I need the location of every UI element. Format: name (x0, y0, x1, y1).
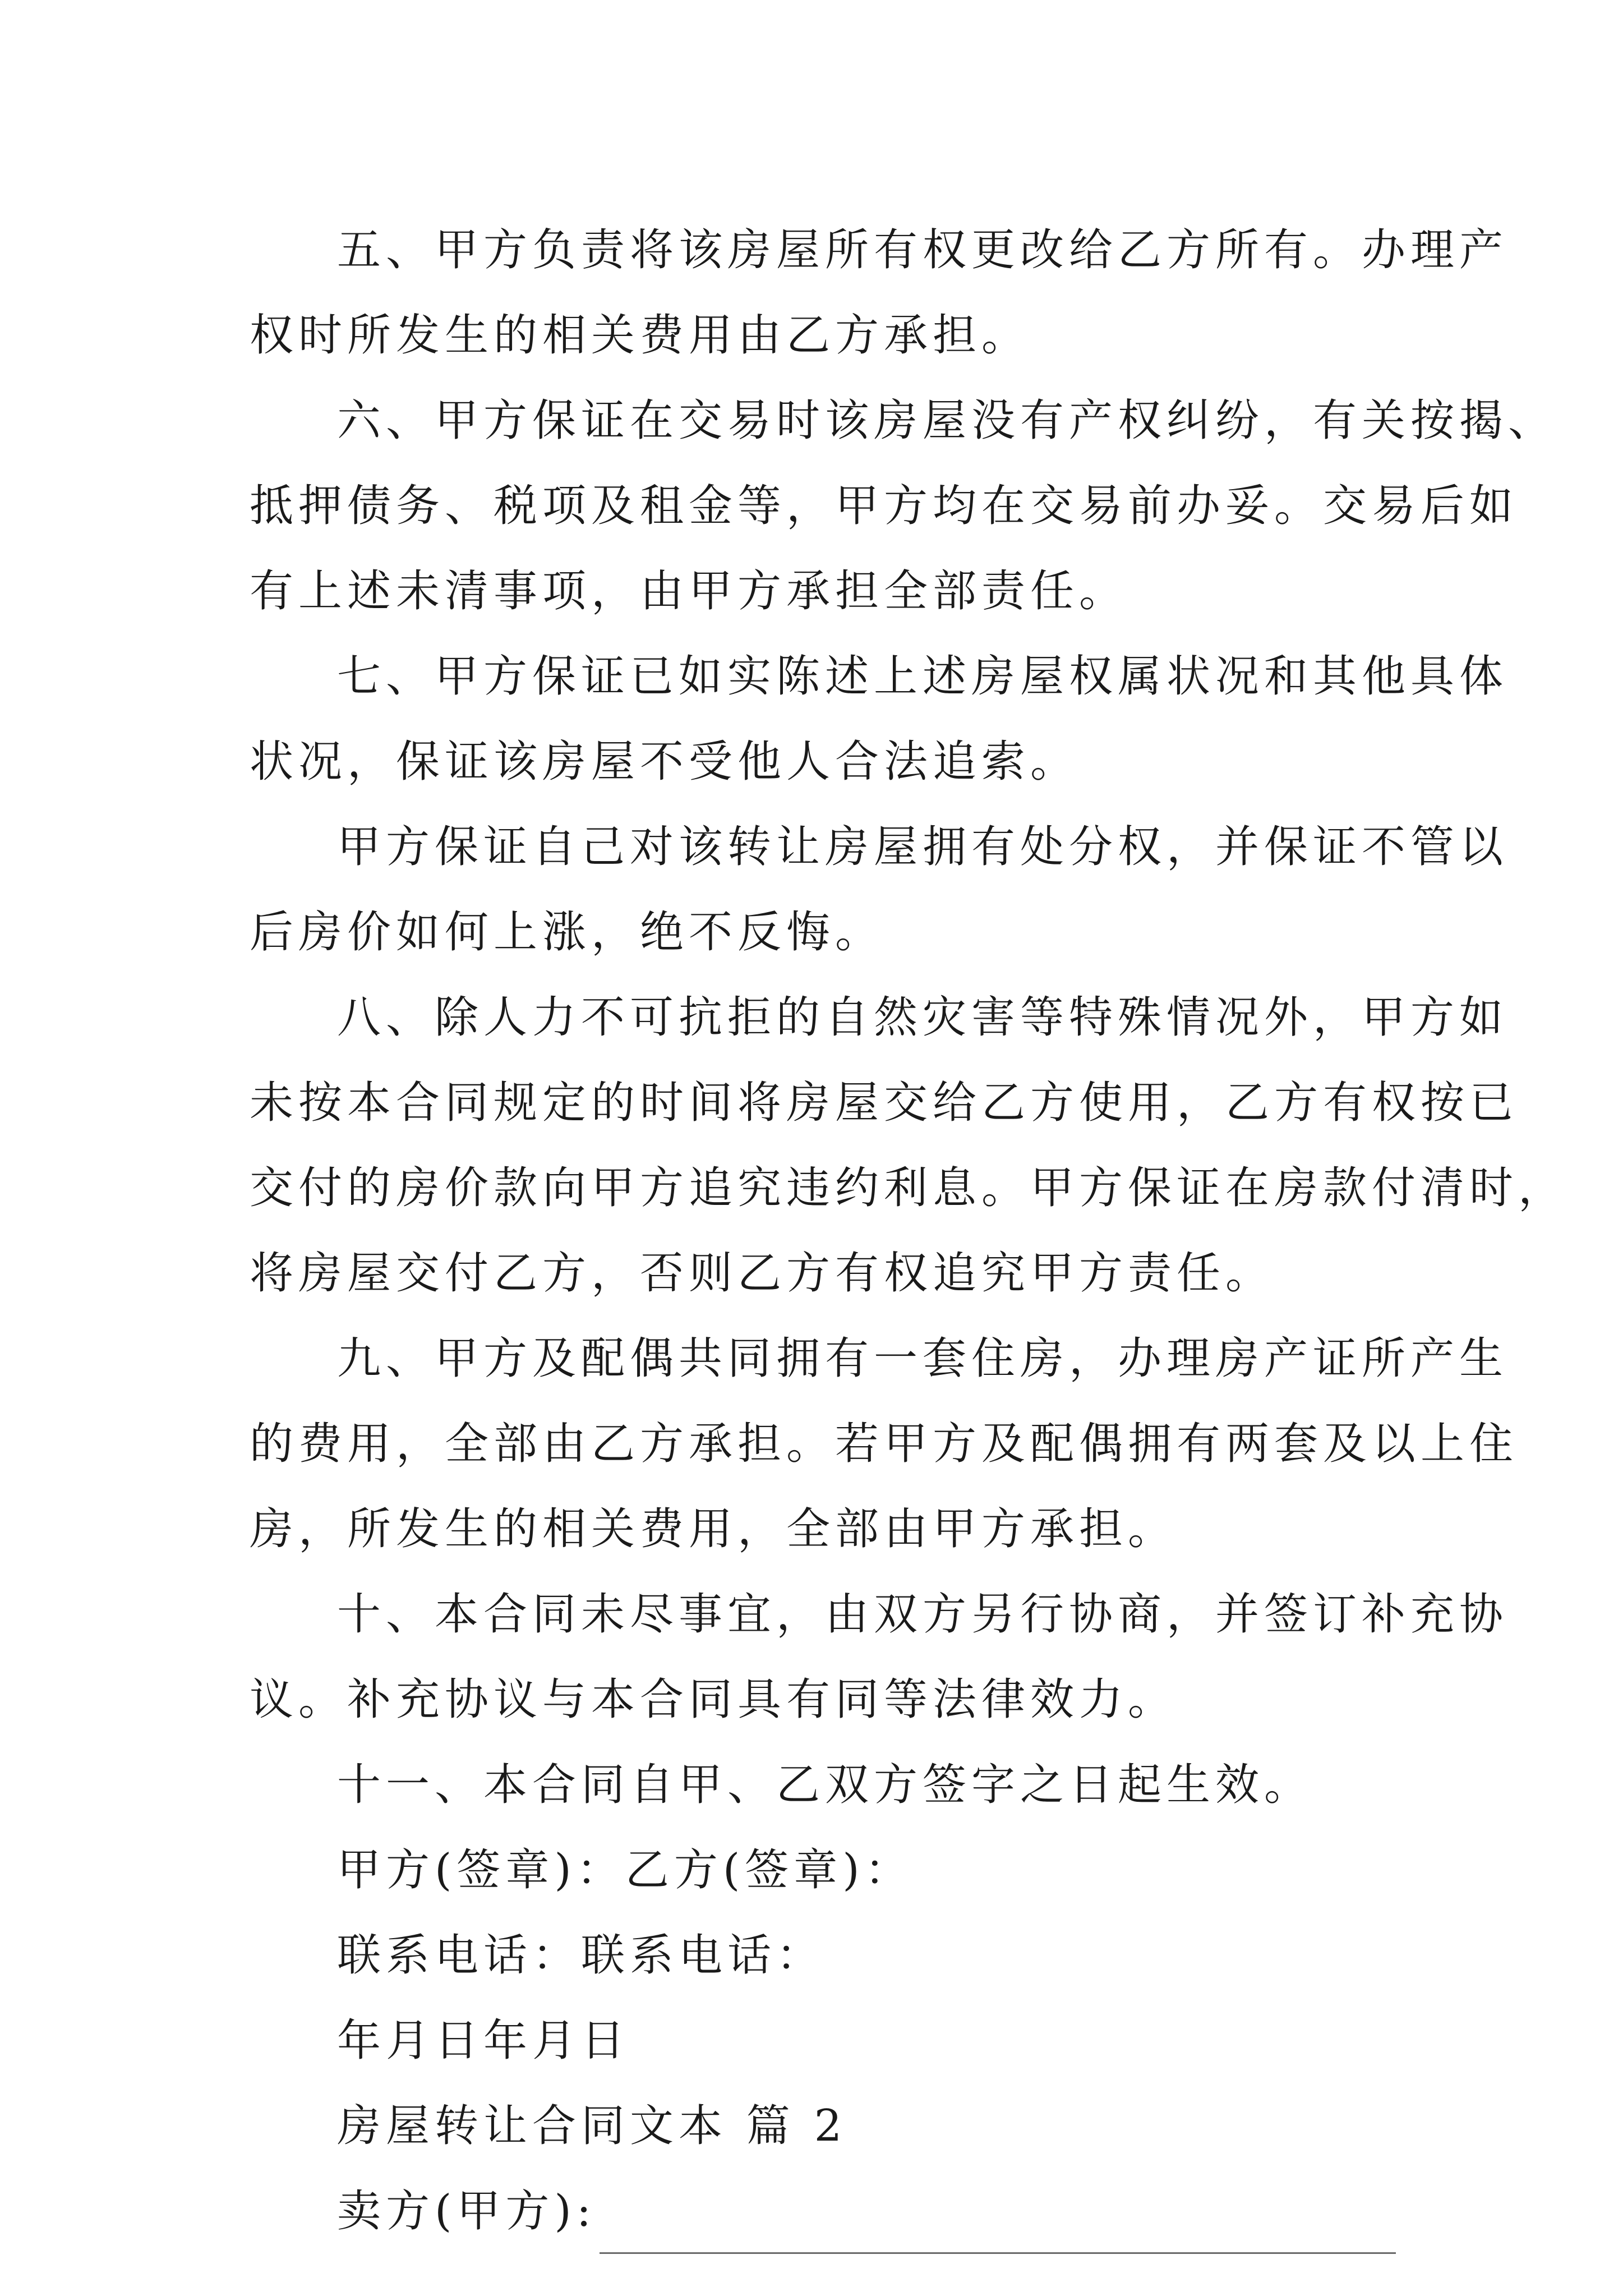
clause-7-line-2: 状况，保证该房屋不受他人合法追索。 (250, 737, 1080, 787)
clause-10-line-1: 十、本合同未尽事宜，由双方另行协商，并签订补充协 (337, 1589, 1509, 1640)
clause-9-line-3: 房，所发生的相关费用，全部由甲方承担。 (250, 1504, 1177, 1554)
clause-8-line-3: 交付的房价款向甲方追究违约利息。甲方保证在房款付清时， (250, 1163, 1567, 1213)
section-heading: 房屋转让合同文本 篇 2 (337, 2101, 847, 2151)
clause-9-line-2: 的费用，全部由乙方承担。若甲方及配偶拥有两套及以上住 (250, 1419, 1519, 1469)
seller-label: 卖方(甲方): (337, 2186, 597, 2237)
clause-8-line-2: 未按本合同规定的时间将房屋交给乙方使用，乙方有权按已 (250, 1078, 1519, 1128)
signature-line: 甲方(签章)：乙方(签章)： (337, 1845, 914, 1895)
clause-5-line-1: 五、甲方负责将该房屋所有权更改给乙方所有。办理产 (337, 225, 1509, 275)
clause-8-line-1: 八、除人力不可抗拒的自然灾害等特殊情况外，甲方如 (337, 992, 1509, 1043)
clause-5-line-2: 权时所发生的相关费用由乙方承担。 (250, 310, 1031, 361)
guarantee-line-1: 甲方保证自己对该转让房屋拥有处分权，并保证不管以 (337, 822, 1509, 872)
guarantee-line-2: 后房价如何上涨，绝不反悔。 (250, 907, 884, 958)
clause-6-line-3: 有上述未清事项，由甲方承担全部责任。 (250, 566, 1128, 616)
document-body (250, 208, 1567, 2254)
clause-9-line-1: 九、甲方及配偶共同拥有一套住房，办理房产证所产生 (337, 1333, 1509, 1384)
date-line: 年月日年月日 (337, 2016, 630, 2066)
clause-6-line-1: 六、甲方保证在交易时该房屋没有产权纠纷，有关按揭、 (337, 395, 1557, 446)
clause-8-line-4: 将房屋交付乙方，否则乙方有权追究甲方责任。 (250, 1248, 1275, 1299)
clause-10-line-2: 议。补充协议与本合同具有同等法律效力。 (250, 1674, 1177, 1725)
clause-7-line-1: 七、甲方保证已如实陈述上述房屋权属状况和其他具体 (337, 651, 1509, 702)
clause-11: 十一、本合同自甲、乙双方签字之日起生效。 (337, 1760, 1313, 1810)
phone-line: 联系电话：联系电话： (337, 1930, 826, 1981)
seller-blank-line (600, 2201, 1396, 2254)
clause-6-line-2: 抵押债务、税项及租金等，甲方均在交易前办妥。交易后如 (250, 481, 1519, 531)
seller-field (250, 2169, 1382, 2254)
